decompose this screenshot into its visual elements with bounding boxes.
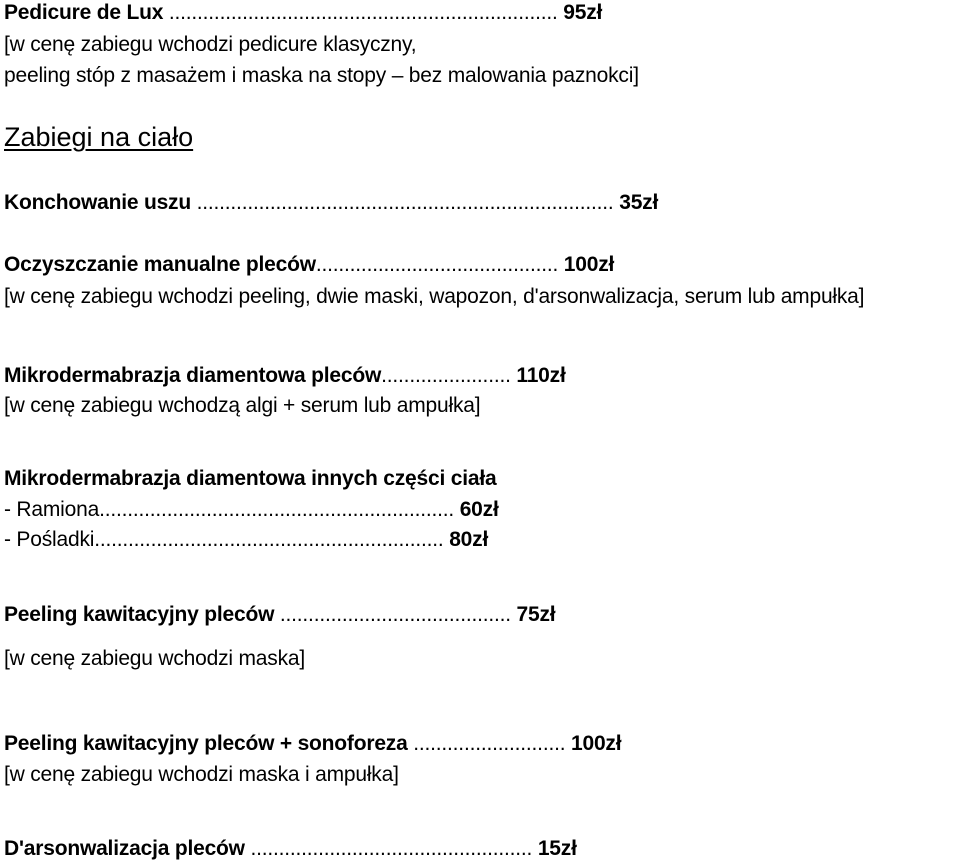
service-name: Konchowanie uszu [4,191,191,214]
darsonwalizacja-row [4,836,577,862]
mikro-plecow-row [4,363,566,389]
service-name: - Pośladki [4,528,95,551]
peeling-kawitacyjny-row [4,602,555,628]
service-description: [w cenę zabiegu wchodzi maska] [4,647,305,670]
service-description: [w cenę zabiegu wchodzą algi + serum lub ampułka] [4,394,481,417]
leader-dots: ....................... [381,364,511,387]
service-price: 95zł [557,1,603,24]
section-heading: Zabiegi na ciało [4,122,194,152]
service-name: Mikrodermabrazja diamentowa pleców [4,364,382,387]
leader-dots: ........................................... [315,253,559,276]
service-price: 100zł [558,253,615,276]
service-price: 15zł [532,837,577,860]
mikro-ramiona-row [4,497,499,523]
service-name: Oczyszczanie manualne pleców [4,253,316,276]
service-name: D'arsonwalizacja pleców [4,837,245,860]
leader-dots: ............................................................... [99,498,455,521]
service-description: [w cenę zabiegu wchodzi maska i ampułka] [4,763,399,786]
leader-dots: ........................... [407,732,566,755]
service-price: 75zł [510,603,556,626]
service-price: 80zł [443,528,489,551]
service-price: 110zł [510,364,566,387]
service-name: Mikrodermabrazja diamentowa innych części ciała [4,467,497,490]
service-price: 60zł [454,498,499,521]
service-description: [w cenę zabiegu wchodzi peeling, dwie maski, wapozon, d'arsonwalizacja, serum lub ampułka] [4,285,865,308]
konchowanie-row [4,190,658,216]
peeling-sonoforeza-row [4,731,621,757]
leader-dots: ..................................................................... [163,1,558,24]
service-name: Pedicure de Lux [4,1,164,24]
service-description: peeling stóp z masażem i maska na stopy – bez malowania paznokci] [4,64,639,87]
service-name: Peeling kawitacyjny pleców [4,603,275,626]
pedicure-de-lux-row [4,0,602,26]
service-name: Peeling kawitacyjny pleców + sonoforeza [4,732,408,755]
leader-dots: .......................................................................... [190,191,614,214]
service-price: 35zł [613,191,659,214]
service-price: 100zł [565,732,622,755]
service-name: - Ramiona [4,498,100,521]
leader-dots: .................................................. [244,837,533,860]
service-description: [w cenę zabiegu wchodzi pedicure klasyczny, [4,33,417,56]
leader-dots: .............................................................. [94,528,444,551]
mikro-posladki-row [4,527,488,553]
leader-dots: ......................................... [274,603,511,626]
oczyszczanie-row [4,252,614,278]
